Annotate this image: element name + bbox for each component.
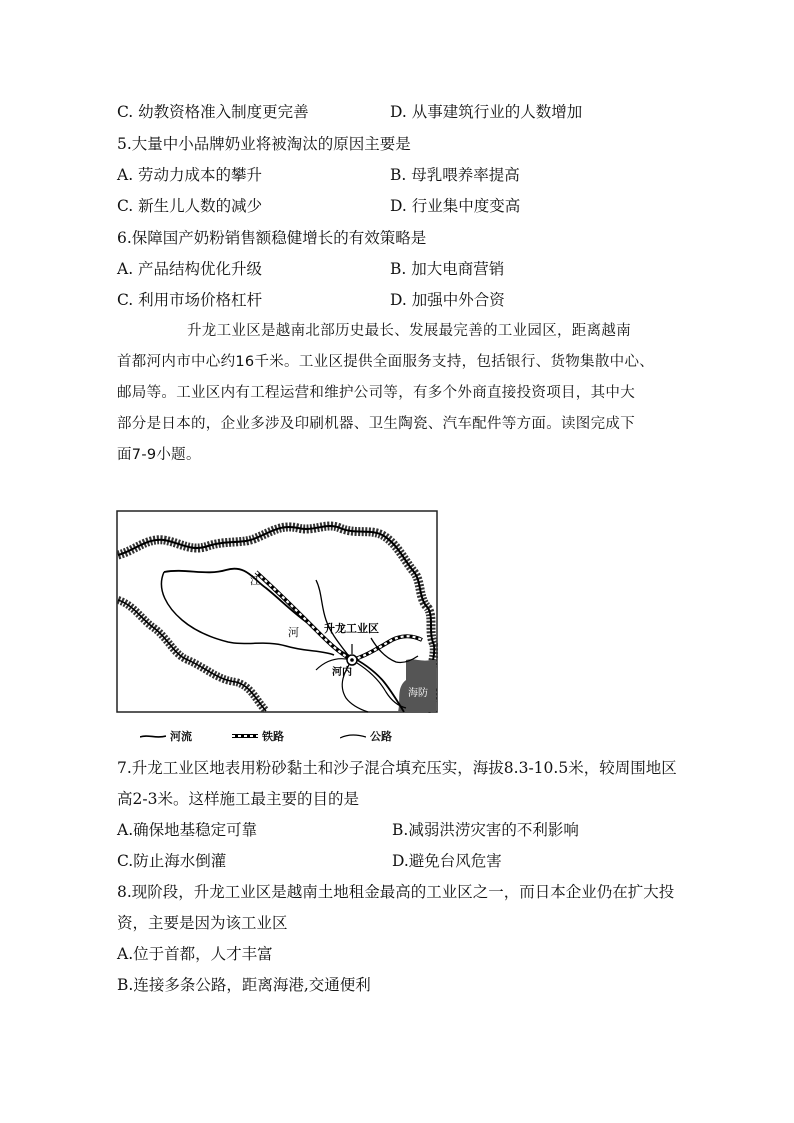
q4-option-c: C. 幼教资格准入制度更完善 xyxy=(117,103,309,121)
label-industrial-park: 升龙工业区 xyxy=(324,622,379,635)
legend-railway-label: 铁路 xyxy=(262,730,284,743)
q7-stem-line-1: 7.升龙工业区地表用粉砂黏土和沙子混合填充压实，海拔8.3-10.5米，较周围地区 xyxy=(117,759,677,777)
label-he: 河 xyxy=(288,626,299,639)
q7-option-d: D.避免台风危害 xyxy=(392,852,502,870)
q5-option-c: C. 新生儿人数的减少 xyxy=(117,197,263,215)
legend-railway xyxy=(232,728,284,744)
q5-stem: 5.大量中小品牌奶业将被淘汰的原因主要是 xyxy=(117,135,411,153)
q6-option-a: A. 产品结构优化升级 xyxy=(117,260,263,278)
q7-option-c: C.防止海水倒灌 xyxy=(117,852,227,870)
legend-road-label: 公路 xyxy=(370,730,392,743)
q7-option-a: A.确保地基稳定可靠 xyxy=(117,821,258,839)
legend-river xyxy=(140,728,192,744)
q6-option-b: B. 加大电商营销 xyxy=(390,260,505,278)
q7-option-b: B.减弱洪涝灾害的不利影响 xyxy=(392,821,579,839)
label-port: 海防 xyxy=(408,688,428,699)
river-legend-icon xyxy=(140,732,166,740)
label-hanoi: 河内 xyxy=(332,667,352,678)
park-marker-dot xyxy=(350,658,354,662)
legend-river-label: 河流 xyxy=(170,730,192,743)
q4-option-d: D. 从事建筑行业的人数增加 xyxy=(390,103,583,121)
q5-option-a: A. 劳动力成本的攀升 xyxy=(117,166,263,184)
legend-road xyxy=(340,728,392,744)
reading-passage xyxy=(117,316,677,471)
passage-line-2: 首都河内市中心约16千米。工业区提供全面服务支持，包括银行、货物集散中心、 xyxy=(117,354,655,370)
road-legend-icon xyxy=(340,732,366,740)
passage-line-1: 升龙工业区是越南北部历史最长、发展最完善的工业园区，距离越南 xyxy=(187,323,631,339)
passage-line-3: 邮局等。工业区内有工程运营和维护公司等，有多个外商直接投资项目，其中大 xyxy=(117,385,635,401)
q8-stem-line-2: 资，主要是因为该工业区 xyxy=(117,914,288,932)
label-jiang: 江 xyxy=(250,574,261,587)
railway-legend-icon xyxy=(232,732,258,740)
q8-stem-line-1: 8.现阶段，升龙工业区是越南土地租金最高的工业区之一，而日本企业仍在扩大投 xyxy=(117,883,675,901)
q7-stem-line-2: 高2-3米。这样施工最主要的目的是 xyxy=(117,790,359,808)
map-figure xyxy=(116,510,438,713)
passage-line-4: 部分是日本的，企业多涉及印刷机器、卫生陶瓷、汽车配件等方面。读图完成下 xyxy=(117,416,635,432)
q5-option-d: D. 行业集中度变高 xyxy=(390,197,521,215)
q8-option-a: A.位于首都，人才丰富 xyxy=(117,945,273,963)
q6-option-d: D. 加强中外合资 xyxy=(390,291,505,309)
q5-option-b: B. 母乳喂养率提高 xyxy=(390,166,520,184)
q8-option-b: B.连接多条公路，距离海港,交通便利 xyxy=(117,976,371,994)
passage-line-5: 面7-9小题。 xyxy=(117,447,201,463)
map-legend xyxy=(122,728,412,744)
q6-stem: 6.保障国产奶粉销售额稳健增长的有效策略是 xyxy=(117,229,427,247)
q6-option-c: C. 利用市场价格杠杆 xyxy=(117,291,263,309)
